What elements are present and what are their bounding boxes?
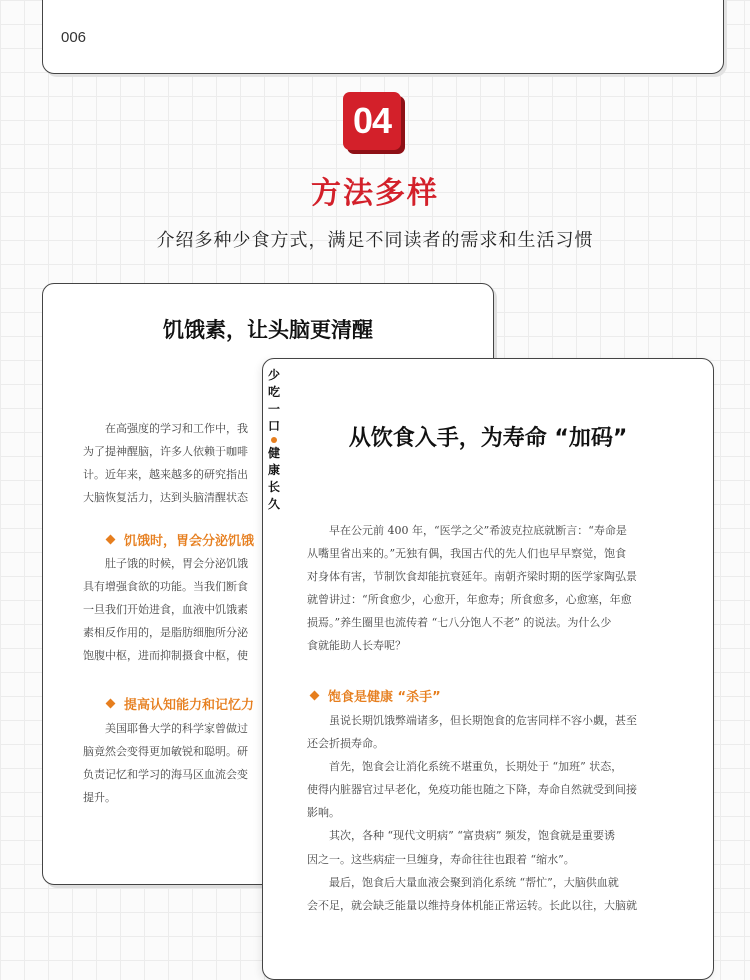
text-line: 在高强度的学习和工作中，我 xyxy=(105,422,248,435)
front-book-page xyxy=(262,358,714,980)
title-char: 长 xyxy=(267,480,280,494)
diamond-bullet-icon xyxy=(106,699,116,709)
text-line: 具有增强食欲的功能。当我们断食 xyxy=(83,580,248,594)
text-line: 因之一。这些病症一旦缠身，寿命往往也跟着 “缩水”。 xyxy=(307,852,575,866)
text-line: 食就能助人长寿呢？ xyxy=(307,639,406,653)
text-line: 脑竟然会变得更加敏锐和聪明。研 xyxy=(83,745,248,759)
text-line: 负责记忆和学习的海马区血流会变 xyxy=(83,768,248,782)
title-char: 康 xyxy=(267,463,280,477)
text-line: 对身体有害，节制饮食却能抗衰延年。南朝齐梁时期的医学家陶弘景 xyxy=(307,570,637,584)
front-page-paragraph-1 xyxy=(307,519,675,658)
front-page-heading: 从饮食入手，为寿命 “加码” xyxy=(348,426,628,451)
section-subtitle: 介绍多种少食方式，满足不同读者的需求和生活习惯 xyxy=(156,230,594,251)
text-line: 早在公元前 400 年，“医学之父”希波克拉底就断言：“寿命是 xyxy=(329,524,627,537)
text-line: 素相反作用的，是脂肪细胞所分泌 xyxy=(83,626,248,640)
text-line: 美国耶鲁大学的科学家曾做过 xyxy=(105,722,248,735)
text-line: 还会折损寿命。 xyxy=(307,737,384,751)
text-line: 从嘴里省出来的。”无独有偶，我国古代的先人们也早早察觉，饱食 xyxy=(307,547,627,561)
section-number: 04 xyxy=(352,100,392,141)
text-line: 会不足，就会缺乏能量以维持身体机能正常运转。长此以往，大脑就 xyxy=(307,898,637,912)
text-line: 为了提神醒脑，许多人依赖于咖啡 xyxy=(83,445,248,459)
subhead-text: 饥饿时，胃会分泌饥饿 xyxy=(124,534,255,549)
title-char: 少 xyxy=(267,368,280,382)
section-title: 方法多样 xyxy=(311,176,439,211)
text-line: 其次，各种 “现代文明病” “富贵病” 频发，饱食就是重要诱 xyxy=(329,829,615,843)
page-number: 006 xyxy=(61,29,87,46)
section-number-badge xyxy=(343,92,401,150)
text-line: 使得内脏器官过早老化，免疫功能也随之下降，寿命自然就受到间接 xyxy=(307,783,637,797)
text-line: 大脑恢复活力，达到头脑清醒状态 xyxy=(83,491,248,505)
text-line: 饱腹中枢，进而抑制摄食中枢，使 xyxy=(83,649,248,663)
subhead-text: 提高认知能力和记忆力 xyxy=(124,698,255,713)
text-line: 就曾讲过：“所食愈少，心愈开，年愈寿；所食愈多，心愈塞，年愈 xyxy=(307,593,632,607)
text-line: 肚子饿的时候，胃会分泌饥饿 xyxy=(105,557,248,570)
text-line: 首先，饱食会让消化系统不堪重负，长期处于 “加班” 状态， xyxy=(329,760,623,774)
title-char: 一 xyxy=(267,402,280,416)
back-page-heading: 饥饿素，让头脑更清醒 xyxy=(163,318,373,342)
diamond-bullet-icon xyxy=(310,691,320,701)
text-line: 损焉。”养生圈里也流传着 “七八分饱人不老” 的说法。为什么少 xyxy=(307,616,612,630)
text-line: 影响。 xyxy=(307,806,340,820)
text-line: 最后，饱食后大量血液会聚到消化系统 “帮忙”，大脑供血就 xyxy=(329,875,619,889)
text-line: 计。近年来，越来越多的研究指出 xyxy=(83,468,248,482)
subhead-text: 饱食是健康 “杀手” xyxy=(328,690,441,705)
title-char: 健 xyxy=(267,446,280,460)
text-line: 提升。 xyxy=(83,791,116,805)
diamond-bullet-icon xyxy=(106,535,116,545)
title-char: 吃 xyxy=(267,385,280,399)
title-char: 口 xyxy=(267,419,280,433)
back-page-subhead-2 xyxy=(107,694,254,713)
title-char: 久 xyxy=(267,497,280,511)
front-page-paragraph-2 xyxy=(307,709,675,917)
text-line: 虽说长期饥饿弊端诸多，但长期饱食的危害同样不容小觑，甚至 xyxy=(329,714,637,727)
front-page-subhead-1 xyxy=(311,686,441,705)
text-line: 一旦我们开始进食，血液中饥饿素 xyxy=(83,603,248,617)
back-page-subhead-1 xyxy=(107,530,254,549)
previous-page-card xyxy=(42,0,724,74)
